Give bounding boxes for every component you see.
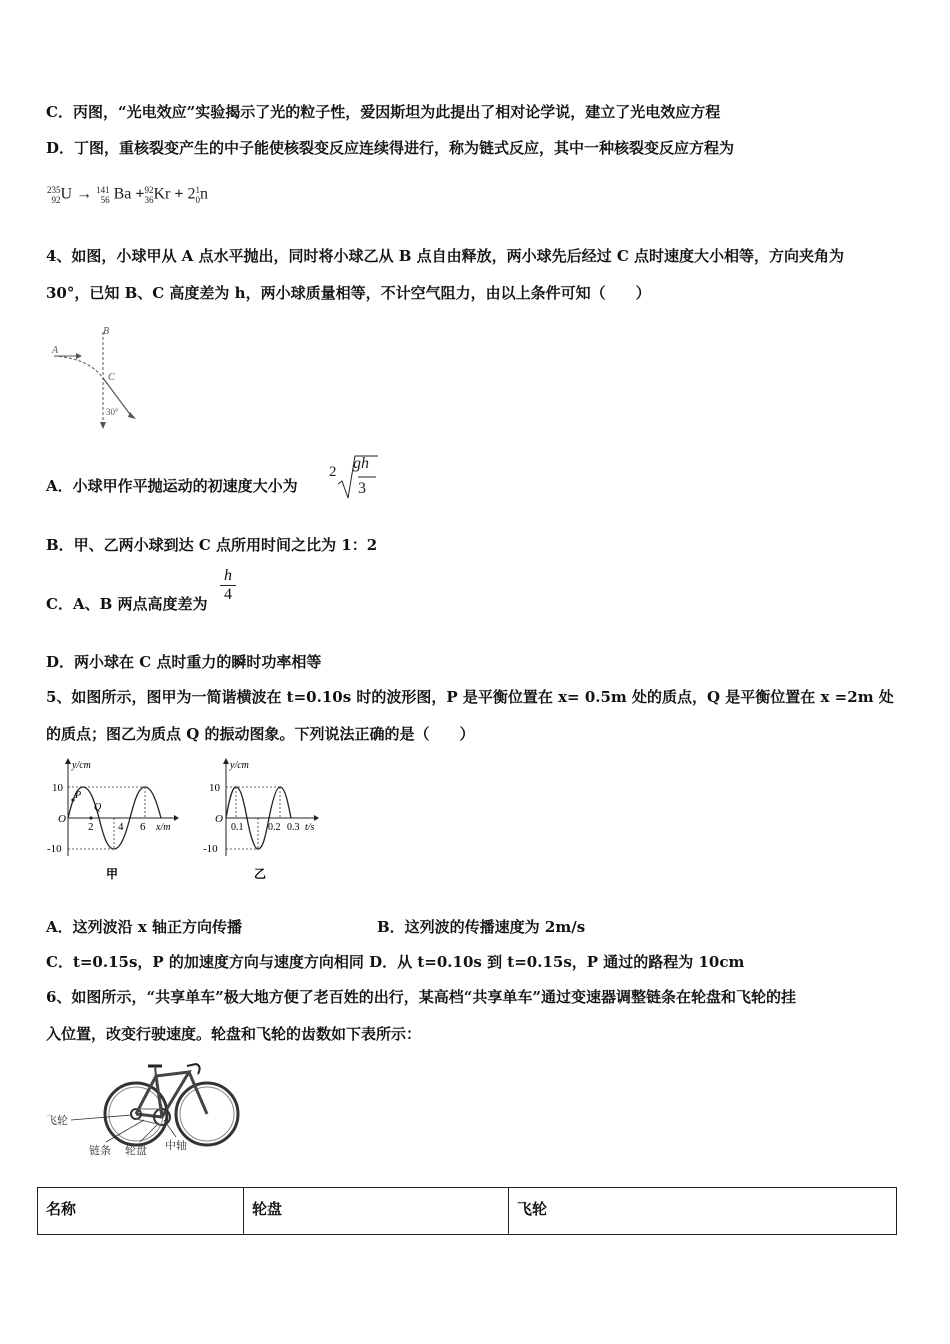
yi-tick: 0.1 <box>231 822 244 833</box>
yi-ytop: 10 <box>209 782 220 794</box>
seat-post <box>155 1066 156 1076</box>
x-axis-arrow-icon <box>174 815 179 821</box>
q5-option-b: B．这列波的传播速度为 2m/s <box>377 918 586 936</box>
jia-tick: 2 <box>88 821 94 833</box>
yi-ybottom: -10 <box>203 843 218 855</box>
table-header-chainring: 轮盘 <box>244 1188 509 1234</box>
angle-label: 30° <box>106 407 119 417</box>
label-flywheel: 飞轮 <box>46 1114 68 1127</box>
jia-label-q: Q <box>94 802 102 813</box>
q5-option-cd: C．t=0.15s，P 的加速度方向与速度方向相同 D．从 t=0.10s 到 t=0.15s，P 通过的路程为 10cm <box>46 953 745 971</box>
q5-stem-line1: 5、如图所示，图甲为一简谐横波在 t=0.10s 时的波形图，P 是平衡位置在 x= 0.5m 处的质点，Q 是平衡位置在 x =2m 处 <box>46 688 894 706</box>
q5-stem-line2: 的质点；图乙为质点 Q 的振动图象。下列说法正确的是（ ） <box>46 725 475 743</box>
q5-option-a: A．这列波沿 x 轴正方向传播 <box>46 918 243 936</box>
bicycle-figure <box>44 1054 244 1164</box>
q4-option-d: D．两小球在 C 点时重力的瞬时功率相等 <box>46 653 322 671</box>
yi-caption: 乙 <box>254 867 267 881</box>
jia-tick: 6 <box>140 821 146 833</box>
jia-ylabel: y/cm <box>72 760 91 771</box>
jia-ybottom: -10 <box>47 843 62 855</box>
jia-caption: 甲 <box>106 867 119 881</box>
down-arrow-icon <box>100 422 106 429</box>
vibration-graph-yi <box>196 756 331 886</box>
point-q <box>89 816 92 819</box>
option-a-denominator: 3 <box>358 480 366 497</box>
label-chain: 链条 <box>89 1144 111 1157</box>
q6-stem-line1: 6、如图所示，“共享单车”极大地方便了老百姓的出行，某高档“共享单车”通过变速器调整链条在轮盘和飞轮的挂 <box>46 988 796 1006</box>
jia-ytop: 10 <box>52 782 63 794</box>
q4-stem-line2: 30°，已知 B、C 高度差为 h，两小球质量相等，不计空气阻力，由以上条件可知（ ） <box>46 284 651 302</box>
label-axle: 中轴 <box>165 1139 187 1152</box>
yi-tick: 0.3 <box>287 822 300 833</box>
gear-table <box>37 1187 897 1235</box>
t-axis-arrow-icon <box>314 815 319 821</box>
flywheel-pointer <box>71 1115 132 1120</box>
fission-equation: 235 92 U → 141 56 Ba + 92 36 Kr + 2 1 0 n <box>47 185 208 205</box>
label-b: B <box>103 326 110 337</box>
y-axis-arrow-icon <box>223 758 229 764</box>
label-a: A <box>52 345 59 356</box>
right-arrow-icon <box>76 353 82 359</box>
option-a-numerator: gh <box>353 455 369 472</box>
yi-tick: 0.2 <box>268 822 281 833</box>
label-chainring: 轮盘 <box>125 1144 147 1157</box>
yi-origin: O <box>215 813 223 825</box>
jia-xlabel: x/m <box>156 822 171 833</box>
projectile-figure <box>46 322 146 434</box>
q6-stem-line2: 入位置，改变行驶速度。轮盘和飞轮的齿数如下表所示： <box>46 1025 422 1043</box>
q3-option-d: D．丁图，重核裂变产生的中子能使核裂变反应连续得进行，称为链式反应，其中一种核裂变反应方程为 <box>46 139 735 157</box>
q4-option-c: C．A、B 两点高度差为 <box>46 595 208 613</box>
jia-origin: O <box>58 813 66 825</box>
q4-option-b: B．甲、乙两小球到达 C 点所用时间之比为 1：2 <box>46 536 378 554</box>
wave-graph-jia <box>46 756 186 886</box>
y-axis-arrow-icon <box>65 758 71 764</box>
jia-label-p: P <box>75 790 82 801</box>
yi-xlabel: t/s <box>305 822 315 833</box>
option-c-fraction: $\frac{h}{4}$ <box>220 567 236 604</box>
parabola-path <box>54 356 103 378</box>
yi-ylabel: y/cm <box>230 760 249 771</box>
label-c: C <box>108 372 115 383</box>
fork <box>189 1072 207 1114</box>
axle-pointer <box>164 1120 176 1137</box>
q4-option-a: A．小球甲作平抛运动的初速度大小为 <box>46 477 298 495</box>
table-header-name: 名称 <box>38 1188 244 1234</box>
jia-tick: 4 <box>118 821 124 833</box>
q3-option-c: C．丙图，“光电效应”实验揭示了光的粒子性，爱因斯坦为此提出了相对论学说，建立了光电效应方程 <box>46 103 721 121</box>
q4-stem-line1: 4、如图，小球甲从 A 点水平抛出，同时将小球乙从 B 点自由释放，两小球先后经过 C 点时速度大小相等，方向夹角为 <box>46 247 845 265</box>
table-header-flywheel: 飞轮 <box>517 1200 548 1218</box>
